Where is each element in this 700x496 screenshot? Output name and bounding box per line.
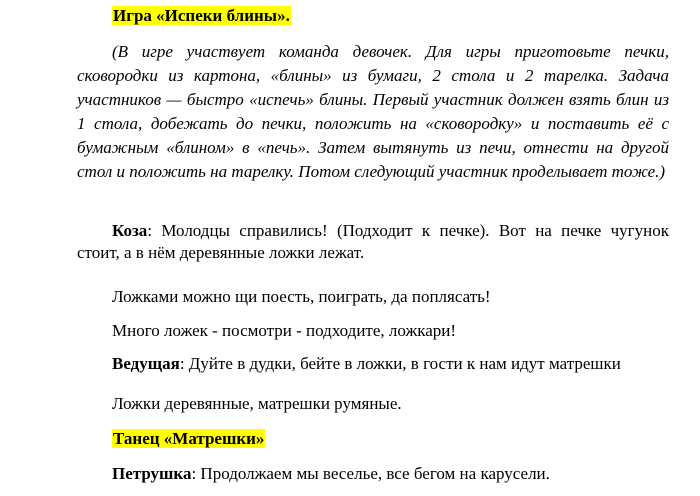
dialogue-text: Ложками можно щи поесть, поиграть, да поплясать! — [112, 287, 491, 306]
speaker-name: Коза — [112, 221, 148, 240]
dance-title — [112, 428, 265, 449]
dance-title-highlight: Танец «Матрешки» — [113, 429, 265, 448]
speaker-name: Ведущая — [112, 354, 180, 373]
game-title-highlight: Игра «Испеки блины». — [113, 6, 290, 25]
dialogue-line-petrushka — [77, 463, 669, 485]
dialogue-text: : Продолжаем мы веселье, все бегом на карусели. — [191, 464, 550, 483]
dialogue-text: : Молодцы справились! (Подходит к печке). Вот на печке чугунок стоит, а в нём деревянные ложки лежат. — [77, 221, 669, 262]
dialogue-line — [77, 320, 669, 342]
dialogue-line — [77, 286, 669, 308]
speaker-name: Петрушка — [112, 464, 192, 483]
game-remark: (В игре участвует команда девочек. Для игры приготовьте печки, сковородки из картона, «блины» из бумаги, 2 стола и 2 тарелка. Задача участников — быстро «испечь» блины. Первый участник должен взять блин из 1 стола, добежать до печки, положить на «сковородку» и поставить её с бумажным «блином» в «печь». Затем вытянуть из печи, отнести на другой стол и положить на тарелку. Потом следующий участник проделывает тоже.) — [77, 42, 669, 182]
dialogue-line-vedushchaya — [77, 353, 669, 375]
dialogue-text: Много ложек - посмотри - подходите, ложкари! — [112, 321, 457, 340]
dialogue-text: : Дуйте в дудки, бейте в ложки, в гости к нам идут матрешки — [179, 354, 621, 373]
dialogue-text: Ложки деревянные, матрешки румяные. — [112, 394, 402, 413]
dialogue-line — [77, 393, 669, 415]
dialogue-line-koza — [77, 220, 669, 264]
game-title — [112, 5, 291, 26]
